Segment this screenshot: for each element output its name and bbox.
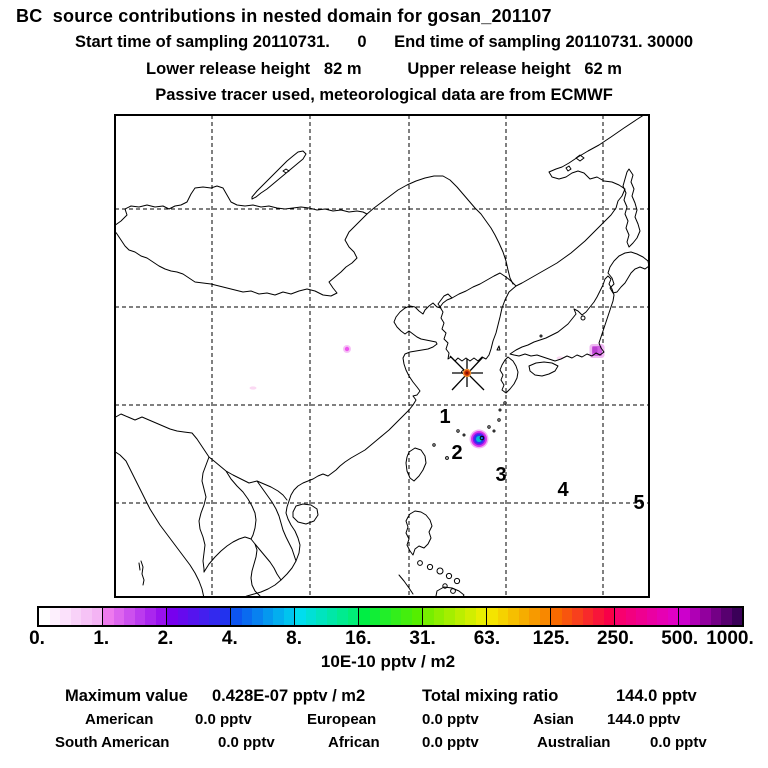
island-ryukyu xyxy=(499,409,501,411)
coast-okhotsk-primorye-korea xyxy=(440,114,650,361)
island-hokkaido xyxy=(608,252,649,293)
island-visayas xyxy=(446,573,451,578)
stat-south-american-value: 0.0 pptv xyxy=(218,734,275,751)
trajectory-day-label: 4 xyxy=(557,479,569,501)
colorbar-segment xyxy=(166,608,230,625)
map-frame xyxy=(115,115,649,597)
colorbar-segment xyxy=(230,608,294,625)
colorbar-tick: 16. xyxy=(345,628,372,649)
islands-andaman xyxy=(139,561,144,585)
stat-australian-value: 0.0 pptv xyxy=(650,734,707,751)
stat-asian-label: Asian xyxy=(533,711,574,728)
colorbar-segment xyxy=(550,608,614,625)
colorbar-tick: 2. xyxy=(157,628,174,649)
border-russia-china-amur xyxy=(367,176,513,284)
island-oki xyxy=(540,335,542,337)
colorbar-segment xyxy=(102,608,166,625)
lake-baikal xyxy=(252,151,306,199)
border-mongolia xyxy=(114,186,367,296)
colorbar-segment xyxy=(614,608,678,625)
tracer-info-line: Passive tracer used, meteorological data are from ECMWF xyxy=(155,86,613,104)
island-shikoku xyxy=(529,362,558,376)
stat-american-label: American xyxy=(85,711,154,728)
colorbar-tick: 4. xyxy=(221,628,238,649)
receptor-star-icon xyxy=(450,356,484,390)
island-sado xyxy=(581,316,585,320)
colorbar-segment xyxy=(486,608,550,625)
trajectory-day-label: 3 xyxy=(495,464,507,486)
coastlines xyxy=(114,114,650,598)
island-hainan xyxy=(293,504,318,524)
stat-american-value: 0.0 pptv xyxy=(195,711,252,728)
stat-european-value: 0.0 pptv xyxy=(422,711,479,728)
colorbar-tick: 0. xyxy=(29,628,45,649)
island-tsushima xyxy=(497,346,500,350)
colorbar-segment xyxy=(39,608,102,625)
borders-indochina xyxy=(114,414,296,580)
trajectory-day-labels xyxy=(439,406,644,514)
colorbar xyxy=(37,606,744,627)
island-taiwan xyxy=(406,448,426,481)
max-value: 0.428E-07 pptv / m2 xyxy=(212,687,366,705)
island-ryukyu xyxy=(504,402,506,404)
colorbar-tick: 1. xyxy=(93,628,110,649)
colorbar-segment xyxy=(358,608,422,625)
island-ryukyu xyxy=(463,434,465,436)
colorbar-tick: 63. xyxy=(473,628,501,649)
stat-asian-value: 144.0 pptv xyxy=(607,711,681,728)
hotspot-okinawa-plume xyxy=(470,430,489,449)
colorbar-tick: 31. xyxy=(409,628,436,649)
stat-european-label: European xyxy=(307,711,377,728)
colorbar-segment xyxy=(678,608,742,625)
total-ratio-label: Total mixing ratio xyxy=(422,687,559,705)
colorbar-segment xyxy=(294,608,358,625)
colorbar-tick: 1000. xyxy=(706,628,754,649)
island-ryukyu xyxy=(457,430,459,432)
graticule xyxy=(115,115,649,597)
island-visayas xyxy=(454,578,459,583)
trajectory-day-label: 2 xyxy=(451,442,463,464)
stat-african-label: African xyxy=(328,734,380,751)
coast-china xyxy=(242,294,452,598)
island-kyushu xyxy=(500,357,518,393)
island-ryukyu xyxy=(446,457,449,460)
island-ryukyu xyxy=(498,419,500,421)
island-ryukyu xyxy=(433,444,435,446)
release-height-line: Lower release height 82 m Upper release height 62 m xyxy=(146,60,622,78)
hotspot-central-china-speck xyxy=(343,345,351,353)
colorbar-tick: 125. xyxy=(532,628,570,649)
sampling-time-line: Start time of sampling 20110731. 0 End time of sampling 20110731. 30000 xyxy=(74,33,694,51)
coast-indochina xyxy=(114,451,260,598)
plot-title: BC source contributions in nested domain for gosan_201107 xyxy=(16,6,552,26)
island-ryukyu xyxy=(493,430,495,432)
colorbar-tick: 250. xyxy=(596,628,634,649)
trajectory-day-label: 1 xyxy=(439,406,451,428)
total-ratio-value: 144.0 pptv xyxy=(616,687,697,705)
stat-african-value: 0.0 pptv xyxy=(422,734,479,751)
island-visayas xyxy=(451,589,456,594)
island-visayas xyxy=(418,561,423,566)
colorbar-segment xyxy=(422,608,486,625)
island-visayas xyxy=(437,568,443,574)
colorbar-tick: 500. xyxy=(661,628,699,649)
hotspot-west-china-speck xyxy=(250,386,257,389)
colorbar-tick: 8. xyxy=(286,628,303,649)
island-ryukyu xyxy=(488,426,490,428)
stat-australian-label: Australian xyxy=(537,734,611,751)
trajectory-day-label: 5 xyxy=(633,492,645,514)
map-canvas xyxy=(114,114,650,598)
max-value-label: Maximum value xyxy=(65,687,188,705)
island-visayas xyxy=(427,564,432,569)
stat-south-american-label: South American xyxy=(55,734,170,751)
colorbar-units-label: 10E-10 pptv / m2 xyxy=(320,652,456,671)
